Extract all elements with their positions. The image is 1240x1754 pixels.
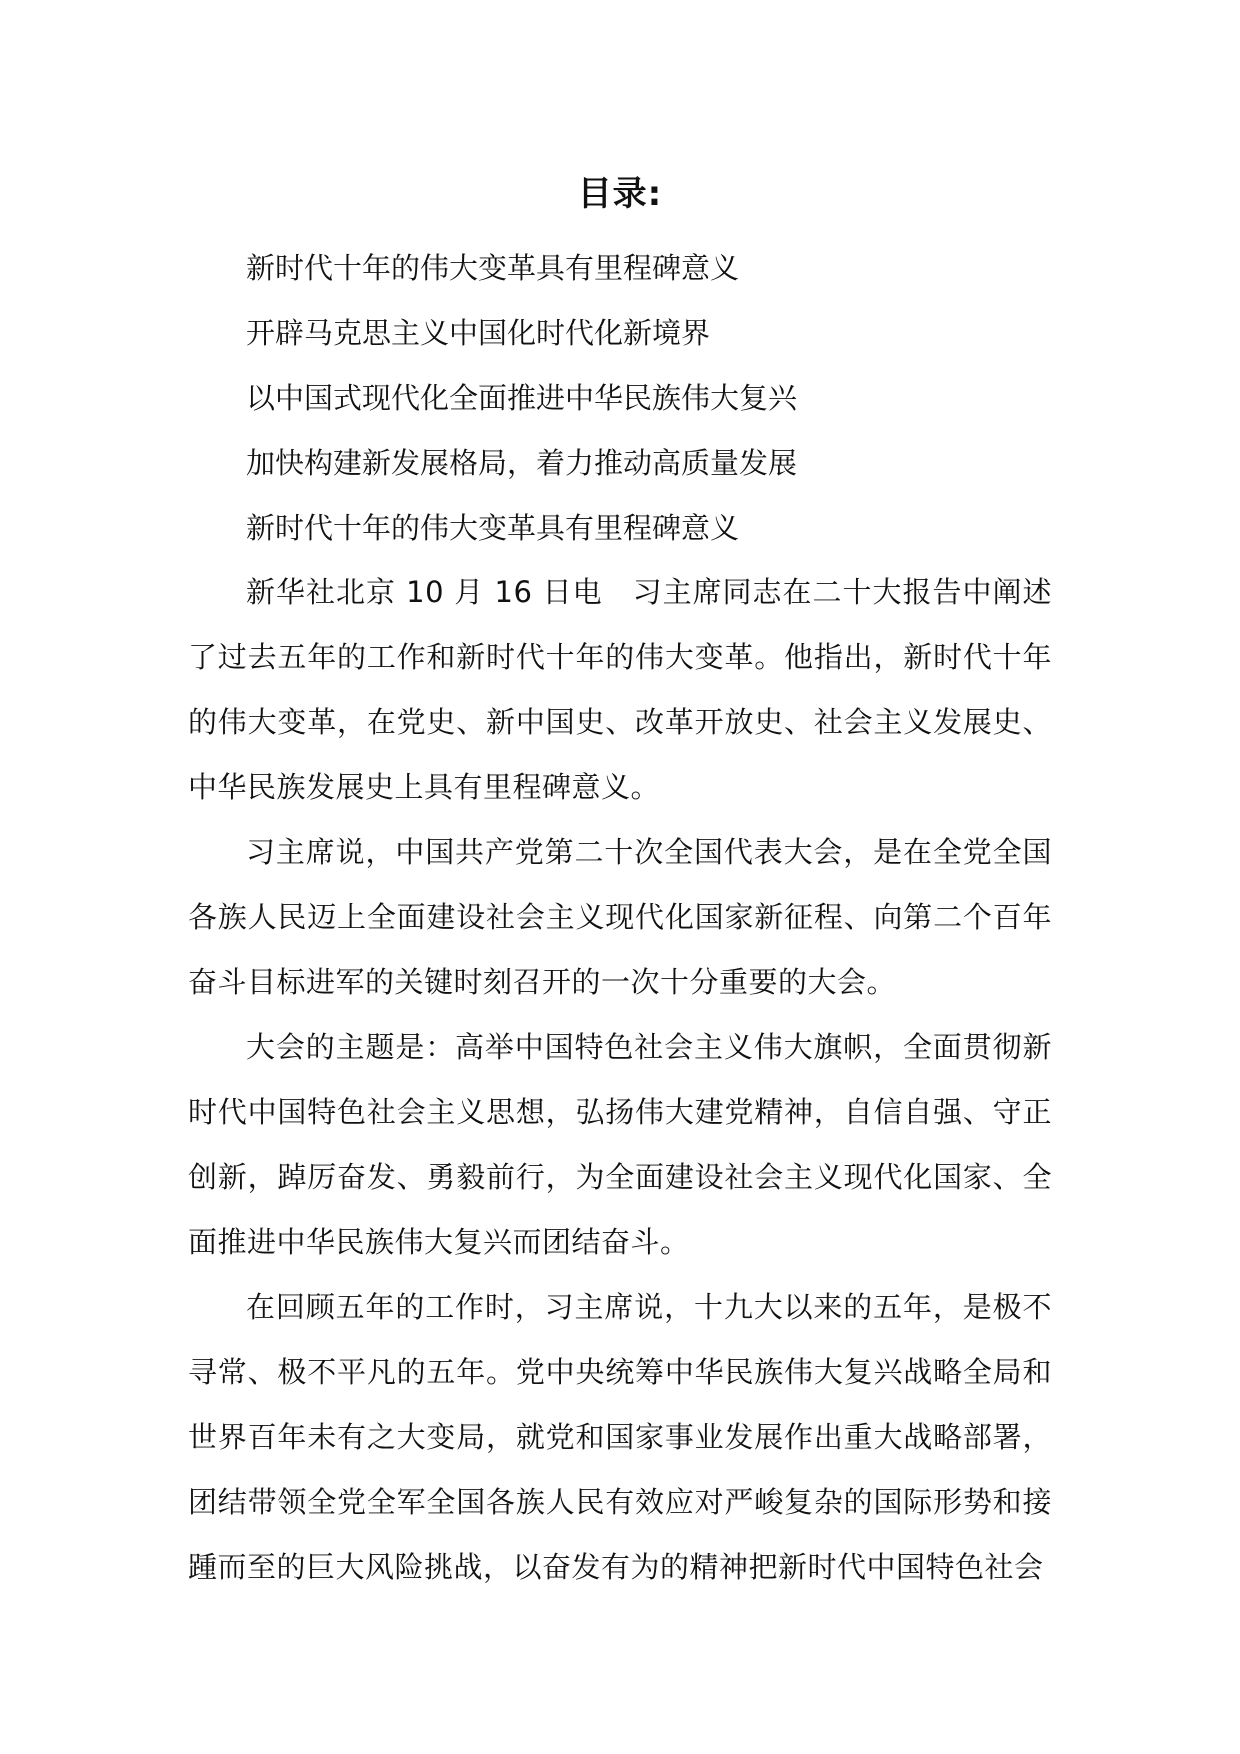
paragraph: 大会的主题是：高举中国特色社会主义伟大旗帜，全面贯彻新时代中国特色社会主义思想，弘扬伟大建党精神，自信自强、守正创新，踔厉奋发、勇毅前行，为全面建设社会主义现代化国家、全面推进中华民族伟大复兴而团结奋斗。 (188, 1030, 1052, 1259)
toc-item: 开辟马克思主义中国化时代化新境界 (246, 316, 711, 350)
paragraph: 在回顾五年的工作时，习主席说，十九大以来的五年，是极不寻常、极不平凡的五年。党中央统筹中华民族伟大复兴战略全局和世界百年未有之大变局，就党和国家事业发展作出重大战略部署，团结带领全党全军全国各族人民有效应对严峻复杂的国际形势和接踵而至的巨大风险挑战，以奋发有为的精神把新时代中国特色社会 (188, 1290, 1052, 1584)
paragraph: 新华社北京 10 月 16 日电 习主席同志在二十大报告中阐述了过去五年的工作和新时代十年的伟大变革。他指出，新时代十年的伟大变革，在党史、新中国史、改革开放史、社会主义发展史、中华民族发展史上具有里程碑意义。 (188, 575, 1052, 804)
article-body (188, 560, 1052, 1600)
toc-item: 新时代十年的伟大变革具有里程碑意义 (246, 511, 740, 545)
toc-item: 加快构建新发展格局，着力推动高质量发展 (246, 446, 798, 480)
document-title: 目录: (577, 174, 663, 214)
paragraph: 习主席说，中国共产党第二十次全国代表大会，是在全党全国各族人民迈上全面建设社会主义现代化国家新征程、向第二个百年奋斗目标进军的关键时刻召开的一次十分重要的大会。 (188, 835, 1052, 999)
toc-item: 新时代十年的伟大变革具有里程碑意义 (246, 251, 740, 285)
toc-item: 以中国式现代化全面推进中华民族伟大复兴 (246, 381, 798, 415)
table-of-contents (246, 236, 1066, 561)
